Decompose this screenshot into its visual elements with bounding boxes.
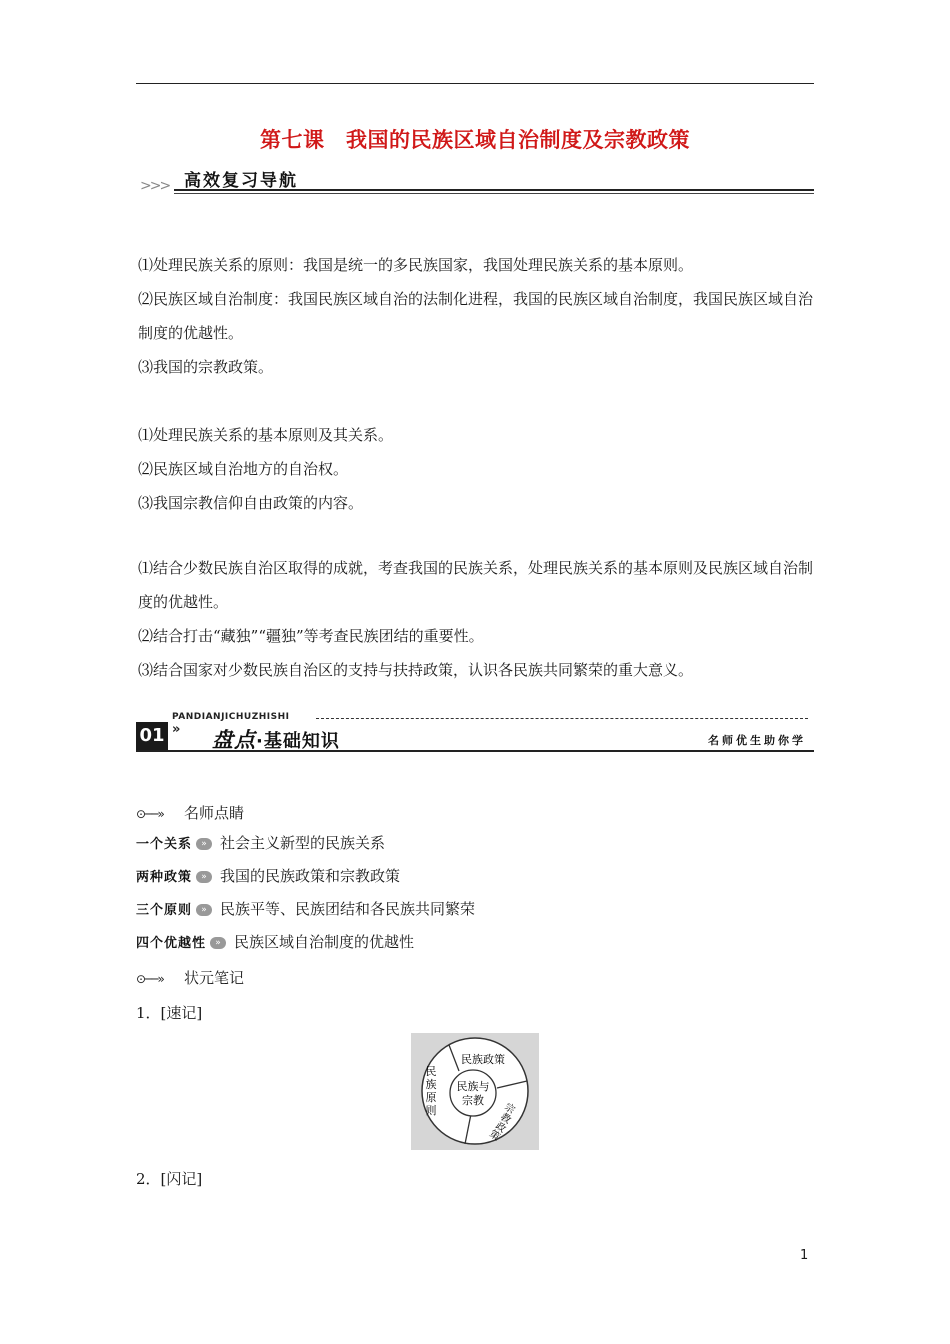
- circle-arrow-icon: ⊙──»: [136, 972, 164, 986]
- paragraph: ⑶我国的宗教政策。: [138, 358, 274, 376]
- page-title: 第七课 我国的民族区域自治制度及宗教政策: [260, 128, 690, 152]
- review-section-header: [140, 162, 814, 196]
- fact-text: 社会主义新型的民族关系: [220, 834, 386, 852]
- exam-trend-block: [138, 551, 818, 687]
- subhead-label: 名师点睛: [184, 804, 245, 822]
- segment-label-left-char: 则: [425, 1104, 437, 1117]
- subhead-teacher-tips: [136, 802, 244, 825]
- paragraph: ⑴处理民族关系的基本原则及其关系。: [138, 426, 394, 444]
- inner-circle: [450, 1070, 496, 1116]
- banner-bottom-rule: [136, 750, 814, 752]
- center-label-2: 宗教: [462, 1094, 484, 1107]
- fact-row: [136, 931, 414, 955]
- fact-tag: 一个关系: [136, 837, 193, 852]
- paragraph: ⑵民族区域自治制度：我国民族区域自治的法制化进程，我国的民族区域自治制度，我国民族区域自治制度的优越性。: [138, 290, 814, 342]
- double-chevron-icon: »: [196, 838, 212, 850]
- subhead-label: 状元笔记: [184, 969, 245, 987]
- section-number-badge: 01: [136, 722, 168, 750]
- paragraph: ⑵结合打击“藏独”“疆独”等考查民族团结的重要性。: [138, 627, 484, 645]
- fact-row: [136, 898, 475, 922]
- double-chevron-icon: »: [196, 871, 212, 883]
- fact-row: [136, 865, 400, 889]
- subhead-top-notes: [136, 967, 244, 990]
- banner-dashed-line: [316, 718, 808, 719]
- segment-label-left-char: 族: [425, 1078, 437, 1091]
- double-arrow-icon: »: [172, 722, 181, 737]
- list-item: 2．[闪记]: [136, 1170, 203, 1188]
- basic-knowledge-banner: [136, 712, 814, 752]
- chevron-icon: >>>: [140, 178, 170, 194]
- list-item: 1．[速记]: [136, 1004, 203, 1022]
- top-rule: [136, 83, 814, 84]
- page-number: 1: [800, 1248, 809, 1263]
- header-rule: [174, 189, 814, 191]
- banner-slogan: 名师优生助你学: [708, 734, 806, 747]
- double-chevron-icon: »: [196, 904, 212, 916]
- fact-text: 民族区域自治制度的优越性: [234, 933, 415, 951]
- paragraph: ⑶结合国家对少数民族自治区的支持与扶持政策，认识各民族共同繁荣的重大意义。: [138, 661, 694, 679]
- paragraph: ⑴结合少数民族自治区取得的成就，考查我国的民族关系，处理民族关系的基本原则及民族区域自治制度的优越性。: [138, 559, 814, 611]
- fact-text: 我国的民族政策和宗教政策: [220, 867, 401, 885]
- banner-title-dot: ·: [256, 731, 264, 752]
- mnemonic-diagram: [411, 1033, 539, 1150]
- paragraph: ⑶我国宗教信仰自由政策的内容。: [138, 494, 364, 512]
- double-chevron-icon: »: [210, 937, 226, 949]
- fact-text: 民族平等、民族团结和各民族共同繁荣: [220, 900, 476, 918]
- banner-title-big: 盘点: [212, 728, 256, 752]
- segment-label-left-char: 民: [425, 1065, 437, 1078]
- segment-label-right-char: 政: [493, 1120, 508, 1136]
- exam-scope-block: [138, 248, 818, 384]
- paragraph: ⑵民族区域自治地方的自治权。: [138, 460, 349, 478]
- review-header-label: 高效复习导航: [184, 171, 298, 191]
- segment-label-right-char: 策: [487, 1128, 502, 1144]
- pie-diagram-svg: [411, 1033, 539, 1150]
- center-label-1: 民族与: [456, 1080, 490, 1093]
- circle-arrow-icon: ⊙──»: [136, 807, 164, 821]
- banner-title-rest: 基础知识: [263, 731, 340, 752]
- paragraph: ⑴处理民族关系的原则：我国是统一的多民族国家，我国处理民族关系的基本原则。: [138, 256, 694, 274]
- fact-tag: 三个原则: [136, 903, 193, 918]
- banner-pinyin: PANDIANJICHUZHISHI: [172, 712, 290, 722]
- header-rule-thin: [174, 193, 814, 194]
- fact-tag: 四个优越性: [136, 936, 207, 951]
- segment-label-top: 民族政策: [461, 1053, 505, 1066]
- key-points-block: [138, 418, 818, 520]
- segment-label-right-char: 宗: [502, 1101, 517, 1117]
- fact-tag: 两种政策: [136, 870, 193, 885]
- segment-label-left-char: 原: [425, 1091, 437, 1104]
- segment-label-right-char: 教: [498, 1111, 513, 1127]
- fact-row: [136, 832, 385, 856]
